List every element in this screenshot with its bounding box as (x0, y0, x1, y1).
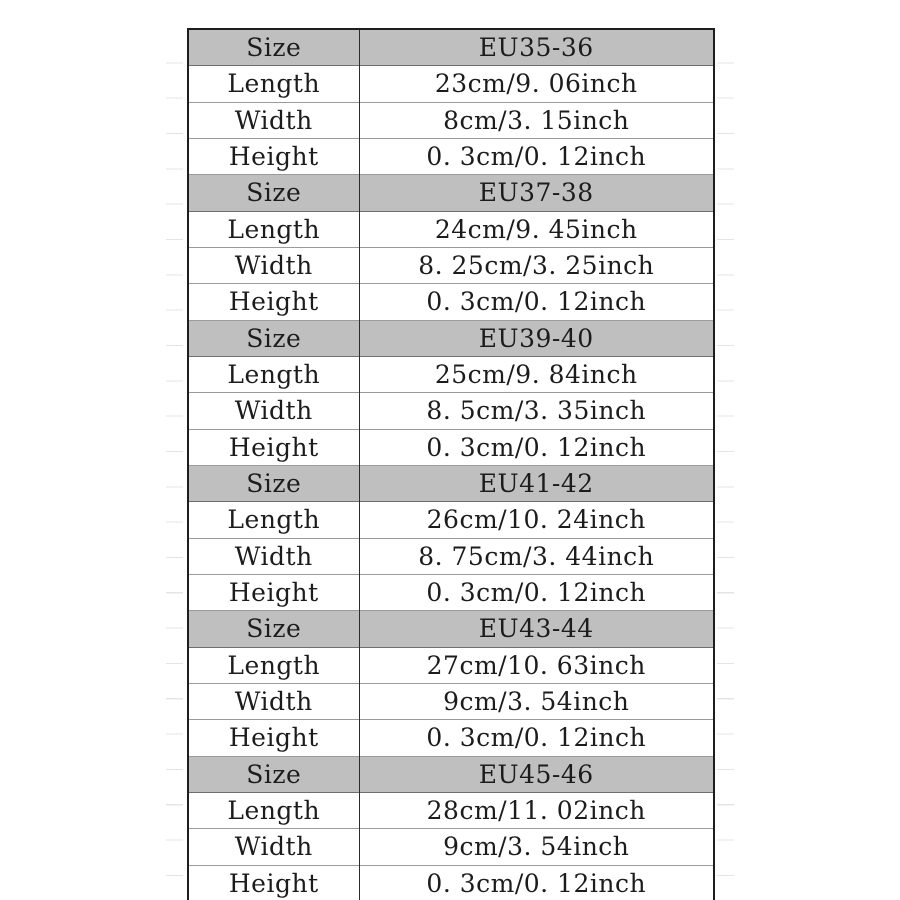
size-header-row (188, 29, 714, 66)
size-label-cell: Size (188, 756, 359, 792)
row-value-cell: 0. 3cm/0. 12inch (426, 287, 647, 317)
table-row (188, 102, 714, 138)
size-chart-body (188, 29, 714, 900)
size-header-row (188, 611, 714, 647)
table-row (188, 720, 714, 756)
table-row (188, 138, 714, 174)
row-value-cell: 26cm/10. 24inch (426, 505, 646, 535)
row-value-cell: 0. 3cm/0. 12inch (426, 723, 647, 753)
row-value-cell: 8cm/3. 15inch (443, 105, 630, 135)
size-value-cell: EU37-38 (478, 178, 594, 208)
table-row (188, 429, 714, 465)
size-value-cell: EU39-40 (478, 323, 594, 353)
row-value-cell: 0. 3cm/0. 12inch (426, 578, 647, 608)
row-label-cell: Length (188, 792, 359, 828)
row-value-cell: 0. 3cm/0. 12inch (426, 868, 647, 898)
row-label-cell: Height (188, 284, 359, 320)
row-label-cell: Length (188, 66, 359, 102)
row-label-cell: Width (188, 393, 359, 429)
size-label-cell: Size (188, 465, 359, 501)
row-value-cell: 8. 25cm/3. 25inch (418, 251, 655, 281)
spreadsheet-gridline-artifact-right (717, 28, 734, 876)
table-row (188, 683, 714, 719)
table-row (188, 829, 714, 865)
size-label-cell: Size (188, 29, 359, 66)
row-value-cell: 8. 5cm/3. 35inch (426, 396, 647, 426)
row-label-cell: Length (188, 211, 359, 247)
table-row (188, 865, 714, 900)
table-row (188, 502, 714, 538)
row-value-cell: 27cm/10. 63inch (426, 650, 646, 680)
row-label-cell: Height (188, 865, 359, 900)
table-row (188, 284, 714, 320)
size-label-cell: Size (188, 611, 359, 647)
size-header-row (188, 320, 714, 356)
row-value-cell: 23cm/9. 06inch (434, 69, 638, 99)
table-row (188, 574, 714, 610)
table-row (188, 647, 714, 683)
row-value-cell: 9cm/3. 54inch (443, 832, 630, 862)
table-row (188, 393, 714, 429)
row-label-cell: Length (188, 502, 359, 538)
table-row (188, 792, 714, 828)
size-label-cell: Size (188, 320, 359, 356)
size-value-cell: EU35-36 (478, 33, 594, 63)
row-value-cell: 25cm/9. 84inch (434, 360, 638, 390)
table-row (188, 211, 714, 247)
table-row (188, 356, 714, 392)
row-value-cell: 0. 3cm/0. 12inch (426, 432, 647, 462)
row-label-cell: Width (188, 683, 359, 719)
row-label-cell: Width (188, 829, 359, 865)
row-label-cell: Width (188, 538, 359, 574)
size-label-cell: Size (188, 175, 359, 211)
spreadsheet-gridline-artifact-left (166, 28, 183, 876)
size-header-row (188, 465, 714, 501)
row-value-cell: 9cm/3. 54inch (443, 687, 630, 717)
size-value-cell: EU41-42 (478, 469, 594, 499)
row-label-cell: Length (188, 647, 359, 683)
row-label-cell: Height (188, 429, 359, 465)
table-row (188, 247, 714, 283)
row-value-cell: 8. 75cm/3. 44inch (418, 541, 655, 571)
row-value-cell: 24cm/9. 45inch (434, 214, 638, 244)
size-chart-table (187, 28, 715, 900)
size-header-row (188, 756, 714, 792)
row-label-cell: Width (188, 102, 359, 138)
size-value-cell: EU45-46 (478, 759, 594, 789)
table-row (188, 66, 714, 102)
row-value-cell: 28cm/11. 02inch (426, 796, 646, 826)
row-label-cell: Width (188, 247, 359, 283)
row-value-cell: 0. 3cm/0. 12inch (426, 142, 647, 172)
size-header-row (188, 175, 714, 211)
row-label-cell: Height (188, 574, 359, 610)
row-label-cell: Height (188, 720, 359, 756)
row-label-cell: Height (188, 138, 359, 174)
size-value-cell: EU43-44 (478, 614, 594, 644)
row-label-cell: Length (188, 356, 359, 392)
table-row (188, 538, 714, 574)
